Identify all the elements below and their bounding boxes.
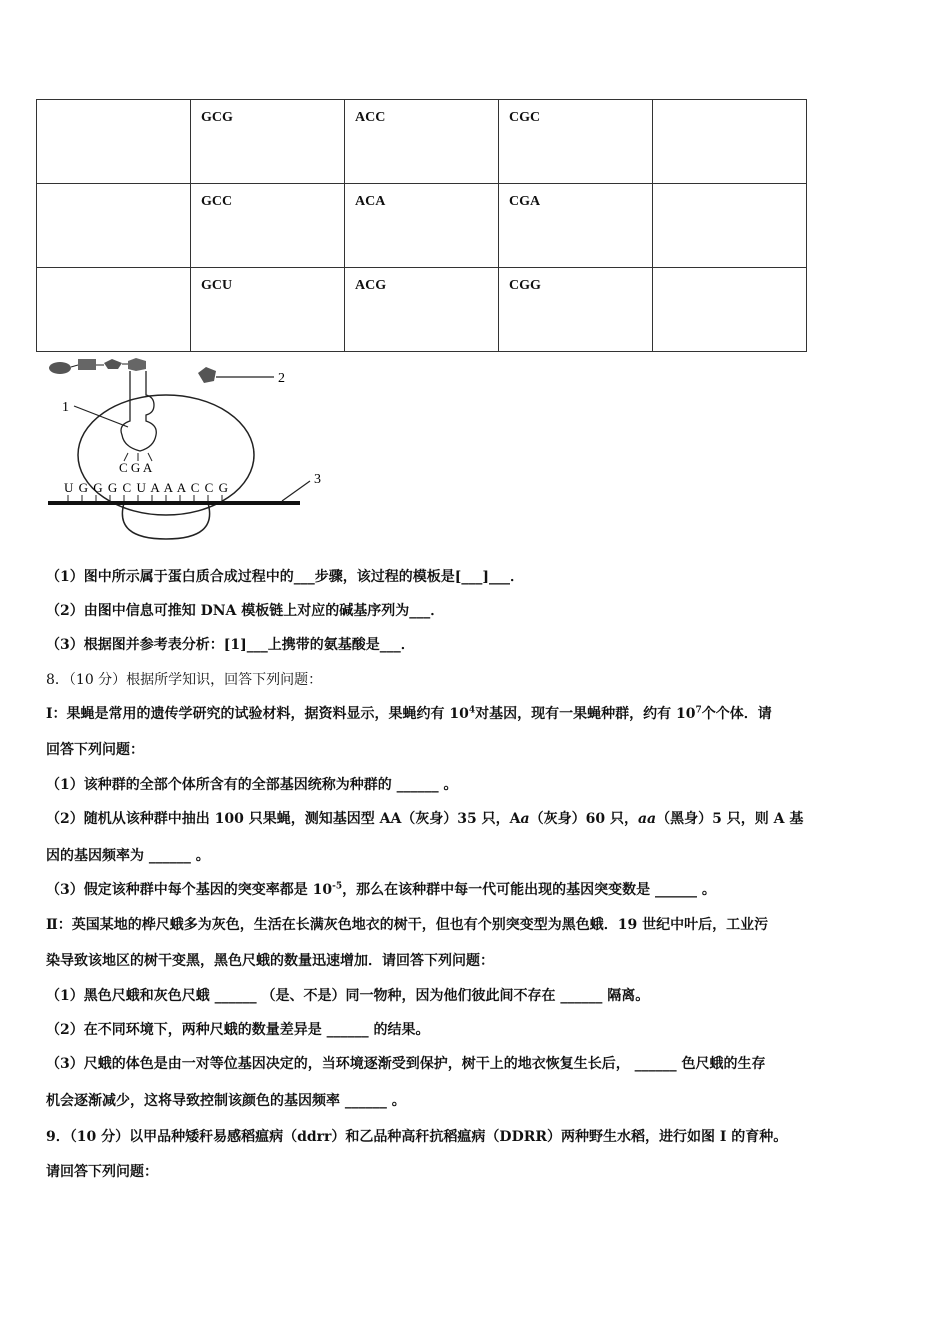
table-cell: ACC	[345, 100, 499, 184]
q8-II-q2: （2）在不同环境下，两种尺蛾的数量差异是 ______ 的结果。	[46, 1022, 430, 1038]
amino-acid	[198, 367, 216, 383]
codon-table	[36, 99, 807, 352]
translation-diagram	[36, 355, 336, 545]
table-cell	[37, 184, 191, 268]
q9-heading-cont: 请回答下列问题：	[46, 1164, 158, 1180]
q7-part2: （2）由图中信息可推知 DNA 模板链上对应的碱基序列为___．	[46, 603, 445, 619]
label-1: 1	[62, 400, 69, 415]
q8-part-II-intro-cont: 染导致该地区的树干变黑，黑色尺蛾的数量迅速增加．请回答下列问题：	[46, 953, 494, 969]
q7-part3: （3）根据图并参考表分析：[1]___上携带的氨基酸是___．	[46, 637, 415, 653]
table-cell	[37, 100, 191, 184]
q8-heading: 8．（10 分）根据所学知识，回答下列问题：	[46, 672, 323, 688]
q8-part-I-intro: Ⅰ：果蝇是常用的遗传学研究的试验材料，据资料显示，果蝇约有 $10^4$对基因，现有一果蝇种群，约有 $10^7$个个体．请	[46, 705, 772, 722]
table-cell: CGC	[499, 100, 653, 184]
q8-I-q3: （3）假定该种群中每个基因的突变率都是 $10^{-5}$，那么在该种群中每一代可能出现的基因突变数是 ______ 。	[46, 881, 716, 898]
polypeptide-chain	[49, 358, 146, 374]
q8-II-q3: （3）尺蛾的体色是由一对等位基因决定的，当环境逐渐受到保护，树干上的地衣恢复生长后， ______ 色尺蛾的生存	[46, 1056, 766, 1072]
table-row	[37, 184, 807, 268]
table-cell	[653, 184, 807, 268]
q8-II-q1: （1）黑色尺蛾和灰色尺蛾 ______ （是、不是）同一物种，因为他们彼此间不存在 ______ 隔离。	[46, 988, 650, 1004]
q7-part1: （1）图中所示属于蛋白质合成过程中的___步骤，该过程的模板是[___]___．	[46, 569, 524, 585]
q8-I-q1: （1）该种群的全部个体所含有的全部基因统称为种群的 ______ 。	[46, 777, 458, 793]
label-2: 2	[278, 371, 285, 386]
ribosome-small-subunit	[122, 503, 209, 539]
q8-part-I-intro-cont: 回答下列问题：	[46, 742, 144, 758]
q8-I-q2: （2）随机从该种群中抽出 100 只果蝇，测知基因型 AA（灰身）35 只，Aa（灰身）60 只，aa（黑身）5 只，则 A 基	[46, 811, 804, 827]
q8-II-q3-cont: 机会逐渐减少，这将导致控制该颜色的基因频率 ______ 。	[46, 1093, 406, 1109]
table-cell: ACG	[345, 268, 499, 352]
table-cell: CGG	[499, 268, 653, 352]
table-cell: GCU	[191, 268, 345, 352]
table-cell: GCG	[191, 100, 345, 184]
table-row	[37, 268, 807, 352]
table-cell: CGA	[499, 184, 653, 268]
q8-I-q2-cont: 因的基因频率为 ______ 。	[46, 848, 210, 864]
table-cell: GCC	[191, 184, 345, 268]
table-cell: ACA	[345, 184, 499, 268]
trna	[121, 371, 156, 451]
table-cell	[653, 100, 807, 184]
table-cell	[37, 268, 191, 352]
mrna-sequence: U G G G C U A A A C C G	[64, 480, 229, 495]
q8-part-II-intro: Ⅱ：英国某地的桦尺蛾多为灰色，生活在长满灰色地衣的树干，但也有个别突变型为黑色蛾．19 世纪中叶后，工业污	[46, 917, 769, 933]
table-cell	[653, 268, 807, 352]
label-3: 3	[314, 472, 321, 487]
anticodon-label: C G A	[119, 460, 153, 475]
table-row	[37, 100, 807, 184]
q9-heading: 9．（10 分）以甲品种矮秆易感稻瘟病（ddrr）和乙品种高秆抗稻瘟病（DDRR）两种野生水稻，进行如图 I 的育种。	[46, 1129, 788, 1145]
